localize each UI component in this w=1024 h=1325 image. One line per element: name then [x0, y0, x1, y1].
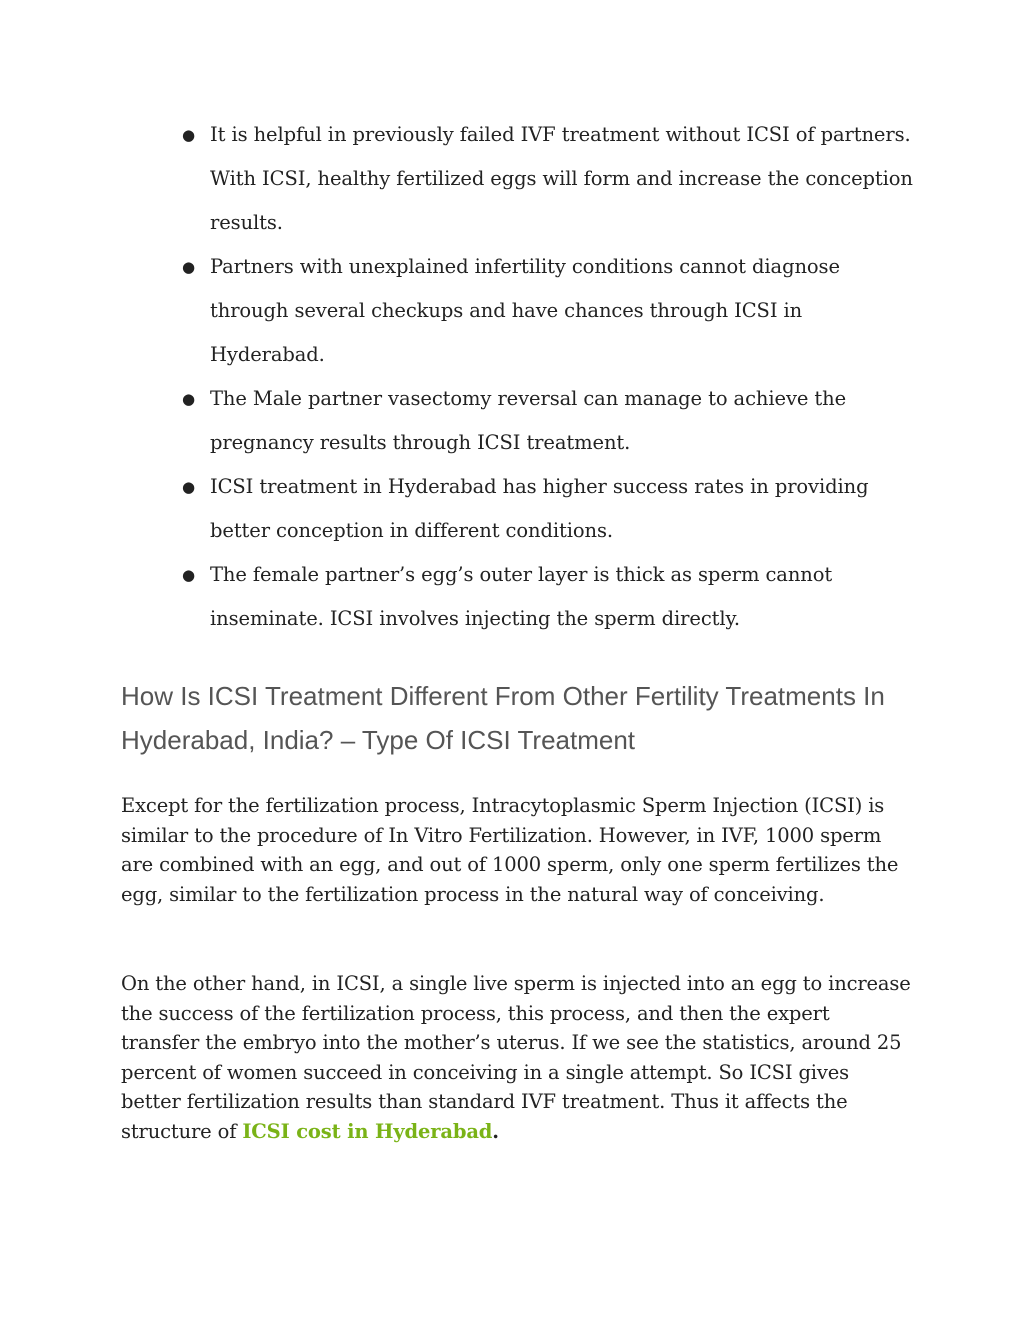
comparison-paragraph: Except for the fertilization process, Intracytoplasmic Sperm Injection (ICSI) is similar to the procedure of In Vitro Fertilization. However, in IVF, 1000 sperm are combined with an egg, and out of 1000 sperm, only one sperm fertilizes the egg, similar to the fertilization process in the natural way of conceiving.	[121, 794, 899, 906]
paragraph-text: On the other hand, in ICSI, a single live sperm is injected into an egg to increase the success of the fertilization process, this process, and then the expert transfer the embryo into the mother’s uterus. If we see the statistics, around 25 percent of women succeed in conceiving in a single attempt. So ICSI gives better fertilization results than standard IVF treatment. Thus it affects the structure of	[121, 972, 911, 1143]
bullet-dot-icon: ●	[182, 566, 195, 584]
bullet-text: The Male partner vasectomy reversal can manage to achieve the pregnancy results through ICSI treatment.	[210, 387, 847, 454]
bullet-item	[182, 377, 922, 465]
icsi-detail-paragraph	[121, 969, 911, 1147]
bullet-dot-icon: ●	[182, 126, 195, 144]
benefit-bullet-list	[182, 113, 922, 641]
bullet-text: Partners with unexplained infertility conditions cannot diagnose through several checkups and have chances through ICSI in Hyderabad.	[210, 255, 840, 366]
bullet-text: ICSI treatment in Hyderabad has higher success rates in providing better conception in different conditions.	[210, 475, 869, 542]
bullet-dot-icon: ●	[182, 478, 195, 496]
paragraph-end: .	[492, 1119, 499, 1143]
bullet-dot-icon: ●	[182, 258, 195, 276]
bullet-text: The female partner’s egg’s outer layer is thick as sperm cannot inseminate. ICSI involves injecting the sperm directly.	[210, 563, 833, 630]
section-heading: How Is ICSI Treatment Different From Other Fertility Treatments In Hyderabad, India? – Type Of ICSI Treatment	[121, 681, 885, 755]
bullet-item	[182, 465, 922, 553]
bullet-dot-icon: ●	[182, 390, 195, 408]
icsi-cost-link[interactable]: ICSI cost in Hyderabad	[242, 1119, 493, 1143]
bullet-item	[182, 113, 922, 245]
bullet-item	[182, 553, 922, 641]
bullet-text: It is helpful in previously failed IVF treatment without ICSI of partners. With ICSI, healthy fertilized eggs will form and increase the conception results.	[210, 123, 913, 234]
bullet-item	[182, 245, 922, 377]
